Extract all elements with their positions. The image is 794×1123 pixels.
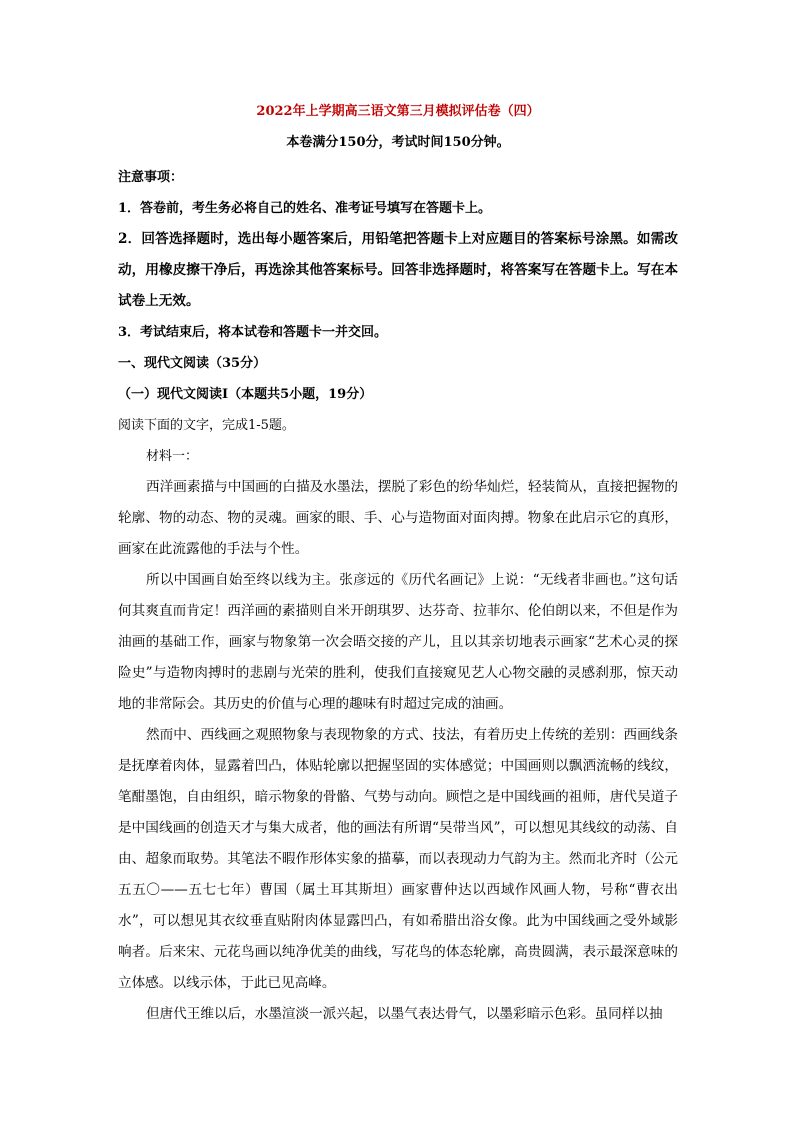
material-label: 材料一：	[146, 449, 199, 464]
paragraph-3: 然而中、西线画之观照物象与表现物象的方式、技法，有着历史上传统的差别：西画线条是抚摩着肉体，显露着凹凸，体贴轮廓以把握坚固的实体感觉；中国画则以飘洒流畅的线纹，笔酣墨饱，自由组织，暗示物象的骨骼、气势与动向。顾恺之是中国线画的祖师，唐代吴道子是中国线画的创造天才与集大成者，他的画法有所谓“吴带当风”，可以想见其线纹的动荡、自由、超象而取势。其笔法不暇作形体实象的描摹，而以表现动力气韵为主。然而北齐时（公元五五〇——五七七年）曹国（属土耳其斯坦）画家曹仲达以西域作风画人物，号称“曹衣出水”，可以想见其衣纹垂直贴附肉体显露凹凸，有如希腊出浴女像。此为中国线画之受外域影响者。后来宋、元花鸟画以纯净优美的曲线，写花鸟的体态轮廓，高贵圆满，表示最深意味的立体感。以线示体，于此已见高峰。	[118, 727, 678, 991]
paragraph-1: 西洋画素描与中国画的白描及水墨法，摆脱了彩色的纷华灿烂，轻装简从，直接把握物的轮廓、物的动态、物的灵魂。画家的眼、手、心与造物面对面肉搏。物象在此启示它的真形，画家在此流露他的手法与个性。	[118, 479, 678, 557]
section-heading: 一、现代文阅读（35分）	[118, 356, 267, 371]
note-item-1: 1．答卷前，考生务必将自己的姓名、准考证号填写在答题卡上。	[118, 201, 492, 216]
exam-title: 2022年上学期高三语文第三月模拟评估卷（四）	[256, 104, 540, 119]
subsection-heading: （一）现代文阅读Ⅰ（本题共5小题，19分）	[118, 387, 373, 402]
exam-subtitle: 本卷满分150分，考试时间150分钟。	[286, 135, 510, 150]
paragraph-2: 所以中国画自始至终以线为主。张彦远的《历代名画记》上说：“无线者非画也。”这句话何其爽直而肯定！西洋画的素描则自米开朗琪罗、达芬奇、拉菲尔、伦伯朗以来，不但是作为油画的基础工作，画家与物象第一次会晤交接的产儿，且以其亲切地表示画家“艺术心灵的探险史”与造物肉搏时的悲剧与光荣的胜利，使我们直接窥见艺人心物交融的灵感刹那，惊天动地的非常际会。其历史的价值与心理的趣味有时超过完成的油画。	[118, 572, 678, 712]
notes-heading: 注意事项：	[118, 170, 184, 185]
note-item-3: 3．考试结束后，将本试卷和答题卡一并交回。	[118, 325, 388, 340]
note-item-2: 2．回答选择题时，选出每小题答案后，用铅笔把答题卡上对应题目的答案标号涂黑。如需改动，用橡皮擦干净后，再选涂其他答案标号。回答非选择题时，将答案写在答题卡上。写在本试卷上无效。	[118, 231, 678, 309]
paragraph-4: 但唐代王维以后，水墨渲淡一派兴起，以墨气表达骨气，以墨彩暗示色彩。虽同样以抽	[146, 1006, 663, 1022]
reading-instruction: 阅读下面的文字，完成1-5题。	[118, 418, 295, 433]
exam-page	[118, 100, 678, 1030]
